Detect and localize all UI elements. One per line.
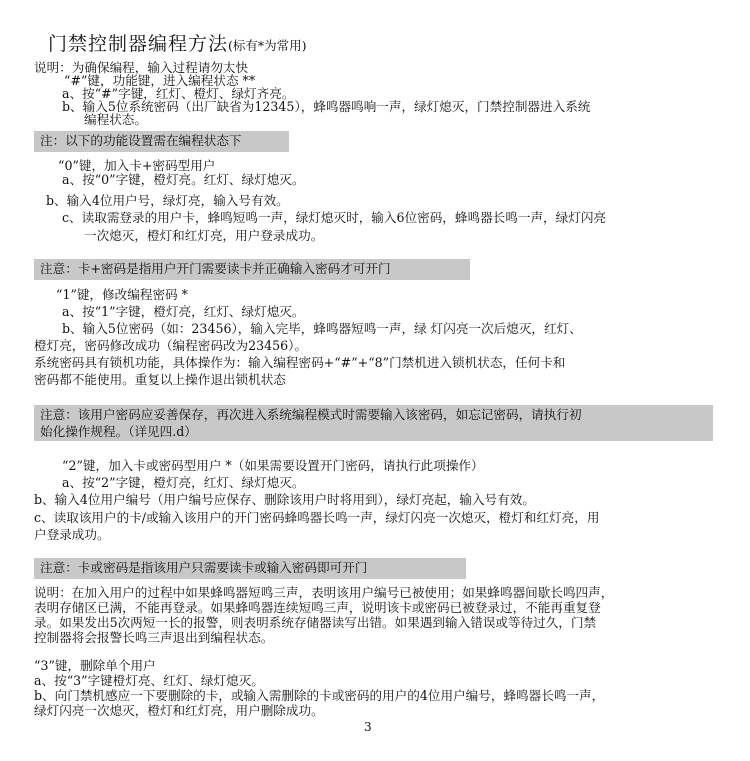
section-line: a、按“2”字键，橙灯亮，红灯、绿灯熄灭。 <box>62 475 305 490</box>
intro-line: 编程状态。 <box>84 112 147 127</box>
explain-line: 说明：在加入用户的过程中如果蜂鸣器短鸣三声，表明该用户编号已被使用；如果蜂鸣器间歇长鸣四声， <box>34 585 614 600</box>
section-line: c、读取需登录的用户卡，蜂鸣短鸣一声，绿灯熄灭时，输入6位密码，蜂鸣器长鸣一声，绿灯闪亮 <box>62 210 607 225</box>
intro-line: a、按“#”字键，红灯、橙灯、绿灯齐亮。 <box>62 86 295 101</box>
section-line: 一次熄灭，橙灯和红灯亮，用户登录成功。 <box>84 228 324 243</box>
title-main: 门禁控制器编程方法 <box>48 33 229 55</box>
note-banner <box>34 405 713 441</box>
section-line: b、输入4位用户编号（用户编号应保存、删除该用户时将用到），绿灯亮起，输入号有效。 <box>34 492 535 507</box>
section-line: c、读取该用户的卡/或输入该用户的开门密码蜂鸣器长鸣一声，绿灯闪亮一次熄灭，橙灯和红灯亮，用 <box>34 510 600 525</box>
page-number: 3 <box>364 720 372 734</box>
intro-line: 说明：为确保编程，输入过程请勿太快 <box>34 60 249 75</box>
section-line: 绿灯闪亮一次熄灭，橙灯和红灯亮，用户删除成功。 <box>34 703 324 718</box>
note-banner: 注意：卡或密码是指该用户只需要读卡或输入密码即可开门 <box>34 558 466 579</box>
note-banner: 注：以下的功能设置需在编程状态下 <box>34 131 289 152</box>
page-title <box>48 33 307 57</box>
explain-line: 控制器将会报警长鸣三声退出到编程状态。 <box>34 630 274 645</box>
explain-line: 录。如果发出5次两短一长的报警，则表明系统存储器读写出错。如果遇到输入错误或等待过久，门禁 <box>34 615 597 630</box>
note-banner: 注意：卡+密码是指用户开门需要读卡并正确输入密码才可开门 <box>34 259 470 280</box>
section-line: 密码都不能使用。重复以上操作退出锁机状态 <box>34 372 286 387</box>
section-line: 系统密码具有锁机功能，具体操作为：输入编程密码+“#”+“8”门禁机进入锁机状态，任何卡和 <box>34 355 566 370</box>
section-heading: “2”键，加入卡或密码型用户 *（如果需要设置开门密码，请执行此项操作） <box>62 458 484 473</box>
title-suffix: (标有*为常用) <box>228 38 307 53</box>
note-line: 注意：该用户密码应妥善保存，再次进入系统编程模式时需要输入该密码，如忘记密码，请执行初 <box>40 407 582 422</box>
section-line: a、按“1”字键，橙灯亮，红灯、绿灯熄灭。 <box>62 304 305 319</box>
intro-line: “#”键，功能键，进入编程状态 ** <box>64 73 256 88</box>
section-line: a、按“3”字键橙灯亮、红灯、绿灯熄灭。 <box>34 673 264 688</box>
explain-line: 表明存储区已满，不能再登录。如果蜂鸣器连续短鸣三声，说明该卡或密码已被登录过，不能再重复登 <box>34 600 601 615</box>
intro-line: b、输入5位系统密码（出厂缺省为12345），蜂鸣器鸣响一声，绿灯熄灭，门禁控制器进入系统 <box>62 99 591 114</box>
section-line: a、按“0”字键，橙灯亮。红灯、绿灯熄灭。 <box>62 172 305 187</box>
section-heading: “3”键，删除单个用户 <box>34 658 156 673</box>
section-line: 户登录成功。 <box>34 527 110 542</box>
section-heading: “1”键，修改编程密码 * <box>56 287 188 302</box>
section-line: b、输入5位密码（如：23456），输入完毕，蜂鸣器短鸣一声，绿 灯闪亮一次后熄灭，红灯、 <box>62 321 582 336</box>
section-line: b、向门禁机感应一下要删除的卡，或输入需删除的卡或密码的用户的4位用户编号，蜂鸣器长鸣一声， <box>34 688 605 703</box>
note-line: 始化操作规程。（详见四.d） <box>40 424 197 439</box>
section-line: b、输入4位用户号，绿灯亮，输入号有效。 <box>46 193 289 208</box>
section-line: 橙灯亮，密码修改成功（编程密码改为23456）。 <box>34 338 308 353</box>
section-heading: “0”键，加入卡+密码型用户 <box>58 158 216 173</box>
